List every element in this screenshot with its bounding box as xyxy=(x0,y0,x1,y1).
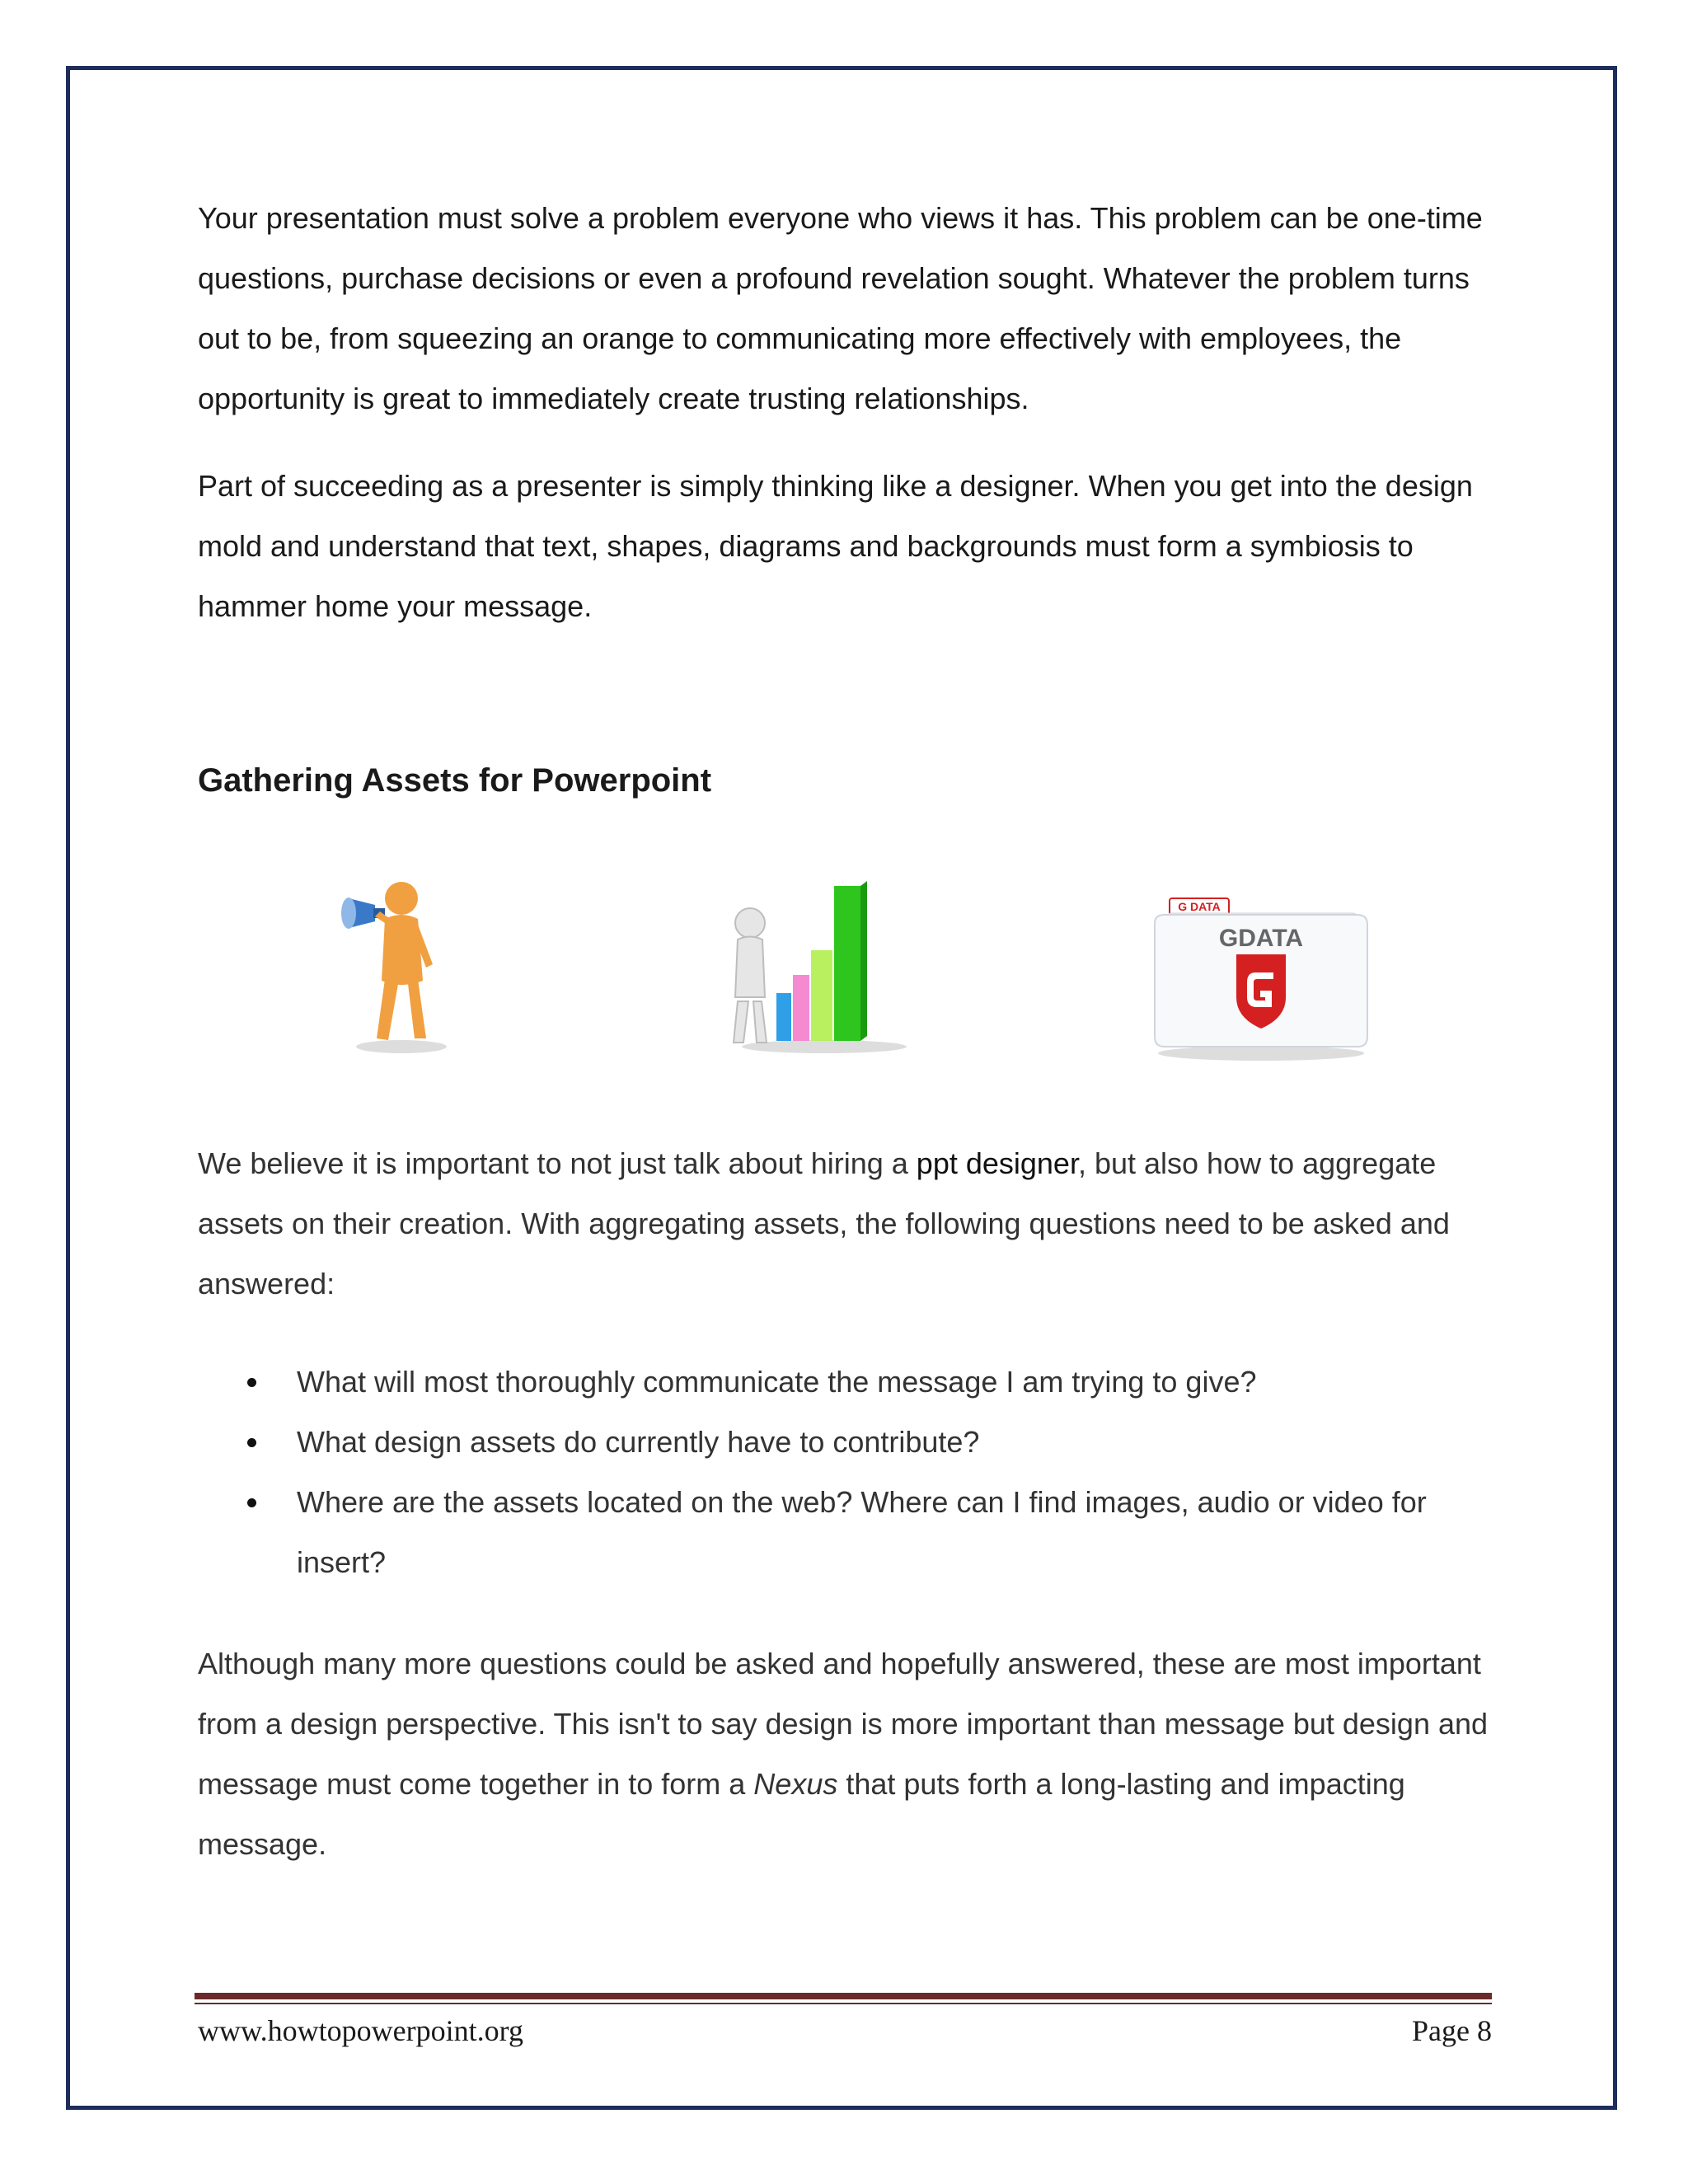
list-item xyxy=(198,1412,1492,1472)
closing-text-after: that puts forth a long-lasting and impacting message. xyxy=(198,1767,1405,1861)
bullet-icon xyxy=(247,1498,256,1507)
question-text: Where are the assets located on the web? Where can I find images, audio or video for insert? xyxy=(297,1485,1427,1579)
bar-chart-figure-illustration xyxy=(717,878,915,1055)
assets-block xyxy=(198,1133,1492,1314)
bar-chart-icon xyxy=(776,881,867,1041)
footer-rule-thin xyxy=(195,2003,1492,2004)
shadow xyxy=(356,1040,447,1053)
closing-paragraph xyxy=(198,1633,1492,1874)
gdata-folder-illustration xyxy=(1150,890,1372,1063)
assets-paragraph xyxy=(198,1133,1492,1314)
thinking-person-icon xyxy=(734,908,767,1043)
list-item xyxy=(198,1352,1492,1412)
closing-block xyxy=(198,1633,1492,1874)
list-item xyxy=(198,1472,1492,1592)
footer-rule xyxy=(195,1993,1492,1999)
ppt-designer-link[interactable]: ppt designer xyxy=(916,1146,1078,1180)
megaphone-figure-illustration xyxy=(326,874,466,1055)
question-text: What will most thoroughly communicate the message I am trying to give? xyxy=(297,1365,1257,1399)
assets-text-before: We believe it is important to not just talk about hiring a xyxy=(198,1146,917,1180)
closing-text-before: Although many more questions could be asked and hopefully answered, these are most important from a design perspective. This isn't to say design is more important than message but design and message must come together in to form a xyxy=(198,1647,1489,1801)
orange-person-icon xyxy=(375,882,433,1040)
bullet-icon xyxy=(247,1378,256,1387)
footer-page-number: Page 8 xyxy=(1412,2014,1492,2047)
folder-brand-label: GDATA xyxy=(1218,925,1304,952)
footer-website: www.howtopowerpoint.org xyxy=(198,2014,523,2047)
questions-list xyxy=(198,1352,1492,1592)
nexus-emphasis: Nexus xyxy=(753,1767,838,1801)
designer-paragraph: Part of succeeding as a presenter is simply thinking like a designer. When you get into the design mold and understand that text, shapes, diagrams and backgrounds must form a symbiosis to hammer home your message. xyxy=(198,469,1473,623)
section-heading: Gathering Assets for Powerpoint xyxy=(198,762,712,799)
bullet-icon xyxy=(247,1438,256,1447)
question-text: What design assets do currently have to contribute? xyxy=(297,1425,980,1459)
assets-text-after: , but also how to aggregate assets on their creation. With aggregating assets, the following questions need to be asked and answered: xyxy=(198,1146,1450,1301)
folder-tab-label: G DATA xyxy=(1178,900,1221,913)
intro-block xyxy=(198,188,1492,636)
intro-paragraph: Your presentation must solve a problem everyone who views it has. This problem can be one-time questions, purchase decisions or even a profound revelation sought. Whatever the problem turns out to be, from squeezing an orange to communicating more effectively with employees, the opportunity is great to immediately create trusting relationships. xyxy=(198,201,1483,415)
shadow xyxy=(1158,1046,1364,1061)
